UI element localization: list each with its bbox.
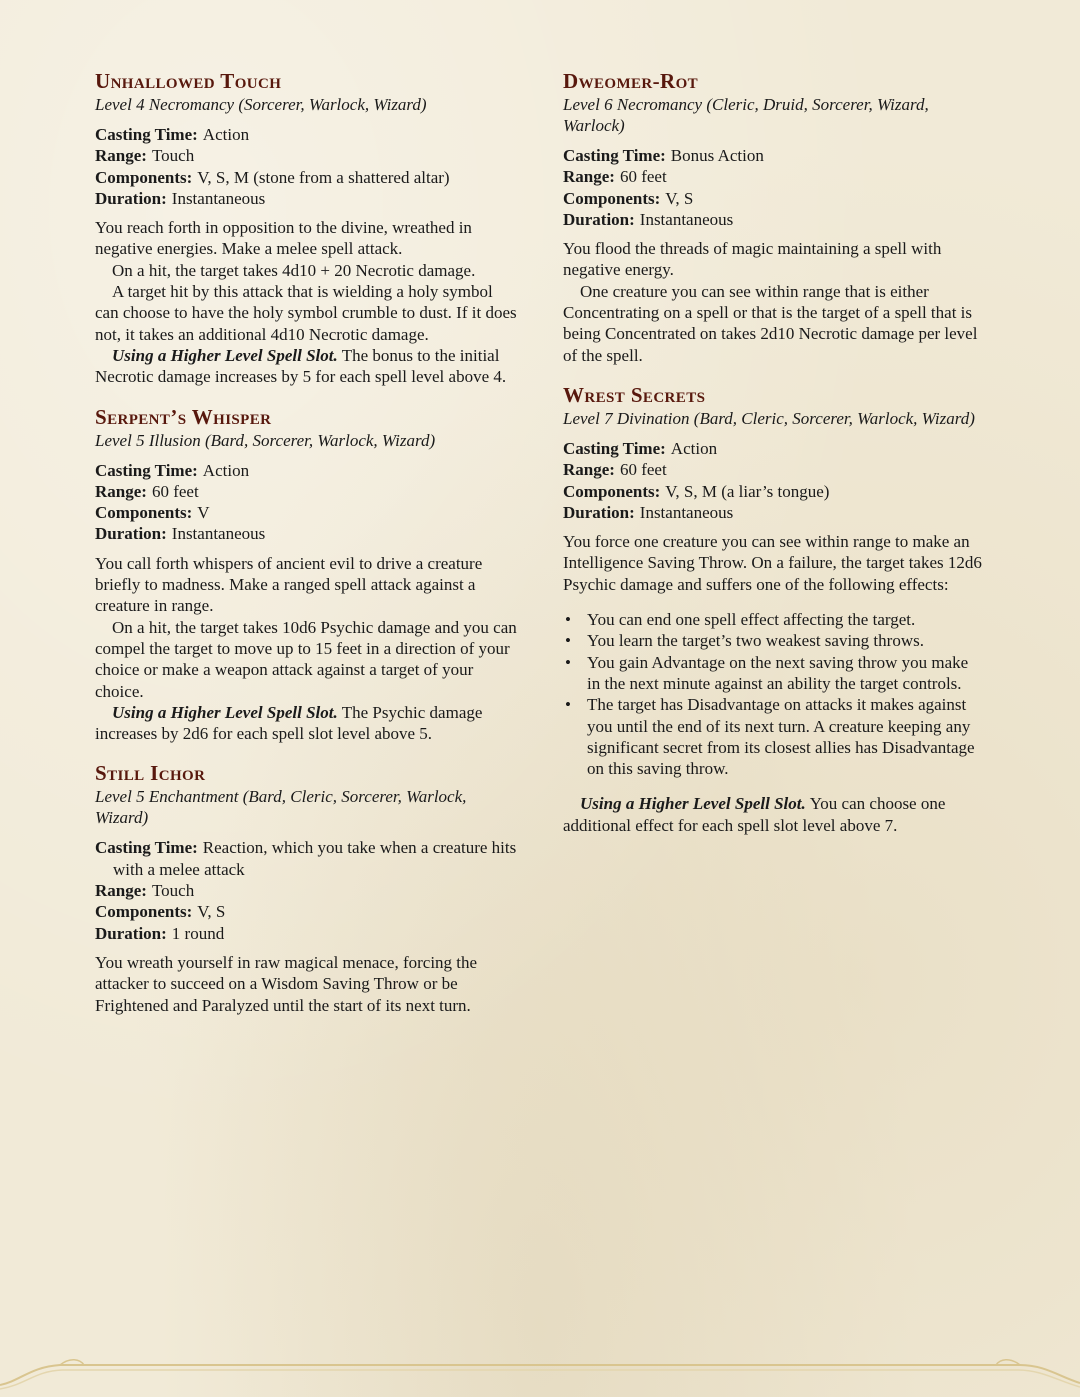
stat-casting-time: Casting Time: Reaction, which you take when a creature hits with a melee attack [95, 838, 517, 879]
spell-level: Level 6 Necromancy (Cleric, Druid, Sorcerer, Wizard, Warlock) [563, 95, 929, 135]
spell-description: You force one creature you can see within range to make an Intelligence Saving Throw. On a failure, the target takes 12d6 Psychic damage and suffers one of the following effects: [563, 532, 982, 594]
spell-level: Level 7 Divination (Bard, Cleric, Sorcerer, Warlock, Wizard) [563, 408, 975, 428]
effect-list [563, 609, 983, 779]
stat-components: Components: V, S, M (a liar’s tongue) [563, 481, 830, 501]
spell-level: Level 4 Necromancy (Sorcerer, Warlock, Wizard) [95, 95, 427, 114]
right-column [563, 66, 983, 842]
stat-range: Range: Touch [95, 881, 195, 901]
left-column [95, 66, 519, 1022]
spell-description: You call forth whispers of ancient evil to drive a creature briefly to madness. Make a ranged spell attack against a creature in range. [95, 553, 483, 616]
spell-still-ichor [95, 758, 519, 1015]
higher-level-text: Using a Higher Level Spell Slot. You can choose one additional effect for each spell slot level above 7. [563, 794, 946, 835]
spell-name: Still Ichor [95, 761, 206, 786]
footer-ornament-icon [0, 1337, 1080, 1397]
stat-duration: Duration: Instantaneous [95, 524, 266, 544]
spell-dweomer-rot [563, 66, 983, 366]
stat-casting-time: Casting Time: Bonus Action [563, 146, 764, 165]
spell-stats [563, 438, 983, 523]
spell-name: Serpent’s Whisper [95, 404, 272, 429]
spell-wrest-secrets [563, 380, 983, 836]
spell-description: On a hit, the target takes 4d10 + 20 Necrotic damage. [112, 260, 476, 280]
spell-stats [95, 837, 519, 943]
stat-casting-time: Casting Time: Action [563, 438, 718, 458]
spell-description: One creature you can see within range that is either Concentrating on a spell or that is the target of a spell that is being Concentrated on takes 2d10 Necrotic damage per level of the spell. [563, 281, 978, 365]
stat-duration: Duration: Instantaneous [563, 502, 734, 522]
list-item: • The target has Disadvantage on attacks it makes against you until the end of its next turn. A creature keeping any significant secret from its closest allies has Disadvantage on this saving throw. [563, 694, 983, 779]
spell-description: You wreath yourself in raw magical menace, forcing the attacker to succeed on a Wisdom Saving Throw or be Frightened and Paralyzed until the start of its next turn. [95, 952, 478, 1015]
stat-components: Components: V, S, M (stone from a shattered altar) [95, 167, 450, 187]
spell-name: Unhallowed Touch [95, 69, 282, 93]
stat-duration: Duration: Instantaneous [563, 209, 734, 229]
spell-level: Level 5 Enchantment (Bard, Cleric, Sorcerer, Warlock, Wizard) [95, 787, 467, 828]
spell-name: Dweomer-Rot [563, 69, 699, 93]
higher-level-label: Using a Higher Level Spell Slot. [112, 345, 338, 365]
spell-description: A target hit by this attack that is wielding a holy symbol can choose to have the holy symbol crumble to dust. If it does not, it takes an additional 4d10 Necrotic damage. [95, 282, 517, 344]
stat-range: Range: 60 feet [563, 460, 667, 480]
higher-level-text: Using a Higher Level Spell Slot. The bonus to the initial Necrotic damage increases by 5 for each spell level above 4. [95, 345, 507, 387]
spell-description: You flood the threads of magic maintaining a spell with negative energy. [563, 239, 942, 280]
stat-casting-time: Casting Time: Action [95, 125, 250, 144]
spell-serpents-whisper [95, 402, 519, 745]
stat-components: Components: V, S [95, 902, 226, 922]
spell-unhallowed-touch [95, 66, 519, 388]
stat-duration: Duration: Instantaneous [95, 188, 266, 208]
spell-name: Wrest Secrets [563, 382, 706, 407]
list-item: • You can end one spell effect affecting the target. [563, 609, 983, 630]
spell-level: Level 5 Illusion (Bard, Sorcerer, Warlock, Wizard) [95, 430, 436, 450]
stat-range: Range: Touch [95, 146, 195, 166]
stat-casting-time: Casting Time: Action [95, 460, 250, 480]
higher-level-label: Using a Higher Level Spell Slot. [112, 702, 338, 722]
higher-level-label: Using a Higher Level Spell Slot. [580, 794, 806, 814]
spell-stats [95, 124, 519, 209]
stat-duration: Duration: 1 round [95, 923, 225, 943]
stat-components: Components: V, S [563, 188, 694, 208]
spell-stats [563, 145, 983, 230]
spell-stats [95, 460, 519, 545]
spell-description: On a hit, the target takes 10d6 Psychic damage and you can compel the target to move up to 15 feet in a direction of your choice or make a weapon attack against a target of your choice. [95, 617, 517, 701]
list-item: • You learn the target’s two weakest saving throws. [563, 630, 983, 651]
spell-description: You reach forth in opposition to the divine, wreathed in negative energies. Make a melee spell attack. [95, 218, 472, 259]
higher-level-text: Using a Higher Level Spell Slot. The Psychic damage increases by 2d6 for each spell slot level above 5. [95, 702, 483, 744]
stat-range: Range: 60 feet [95, 481, 199, 501]
list-item: • You gain Advantage on the next saving throw you make in the next minute against an ability the target controls. [563, 652, 983, 695]
stat-range: Range: 60 feet [563, 167, 667, 187]
stat-components: Components: V [95, 503, 210, 523]
